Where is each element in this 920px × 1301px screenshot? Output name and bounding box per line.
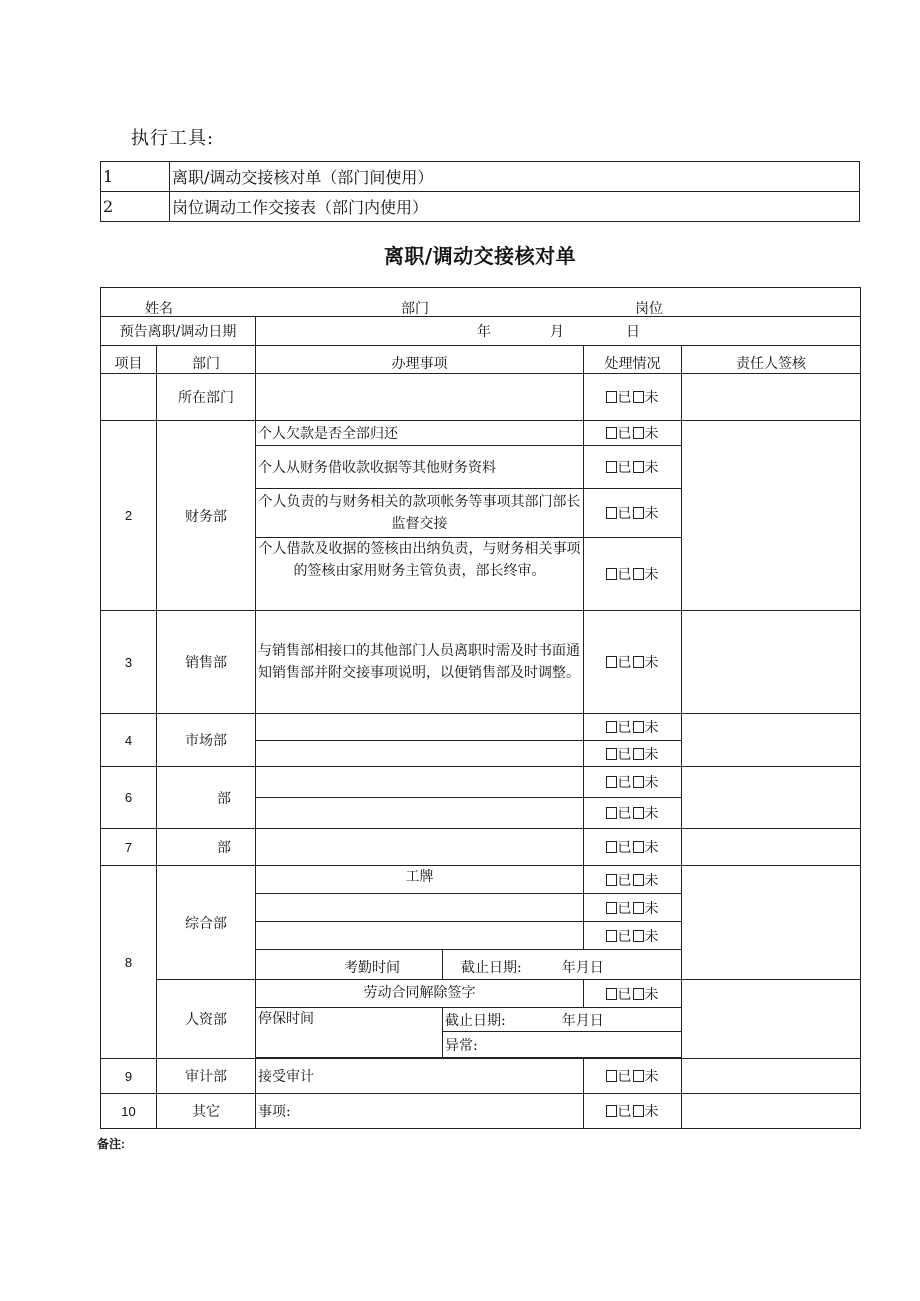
tool-number: 2 bbox=[101, 192, 170, 222]
checkbox-icon bbox=[633, 930, 644, 942]
dept-row6: 部 bbox=[157, 767, 256, 829]
dept-row7: 部 bbox=[157, 829, 256, 866]
sign-cell[interactable] bbox=[682, 1059, 861, 1094]
checkbox-icon bbox=[633, 721, 644, 733]
remarks-label: 备注: bbox=[97, 1137, 125, 1151]
checkbox-icon bbox=[606, 1105, 617, 1117]
checkbox-icon bbox=[606, 807, 617, 819]
matter-cell[interactable] bbox=[256, 829, 584, 866]
tool-row bbox=[101, 162, 860, 192]
checkbox-icon bbox=[633, 748, 644, 760]
handover-form-table bbox=[100, 287, 861, 1129]
checkbox-icon bbox=[606, 902, 617, 914]
contract-item: 劳动合同解除签字 bbox=[256, 980, 584, 1008]
post-label: 岗位 bbox=[635, 301, 663, 317]
badge-item: 工牌 bbox=[256, 866, 584, 894]
dept-finance: 财务部 bbox=[157, 421, 256, 611]
checkbox-icon bbox=[606, 507, 617, 519]
checkbox-icon bbox=[633, 427, 644, 439]
year-label: 年 bbox=[477, 324, 491, 340]
row-7 bbox=[101, 829, 861, 866]
insurance-deadline bbox=[443, 1008, 682, 1032]
sign-cell[interactable] bbox=[682, 767, 861, 829]
row-other bbox=[101, 1094, 861, 1129]
checkbox-icon bbox=[633, 507, 644, 519]
col-matter: 办理事项 bbox=[256, 346, 584, 374]
status-checkbox[interactable]: 已 未 bbox=[584, 1094, 682, 1129]
form-title: 离职/调动交接核对单 bbox=[383, 244, 577, 268]
checkbox-icon bbox=[606, 748, 617, 760]
dept-general: 综合部 bbox=[157, 866, 256, 980]
tool-name: 离职/调动交接核对单（部门间使用） bbox=[170, 162, 860, 192]
checkbox-icon bbox=[633, 391, 644, 403]
dept-other: 其它 bbox=[157, 1094, 256, 1129]
deadline-label: 截止日期: bbox=[461, 960, 522, 976]
tools-table bbox=[100, 161, 860, 222]
tool-name: 岗位调动工作交接表（部门内使用） bbox=[170, 192, 860, 222]
sign-cell[interactable] bbox=[682, 421, 861, 611]
other-item: 事项: bbox=[256, 1094, 584, 1129]
month-label: 月 bbox=[550, 324, 564, 340]
checkbox-icon bbox=[606, 721, 617, 733]
finance-item: 个人从财务借收款收据等其他财务资料 bbox=[256, 446, 584, 489]
status-checkbox[interactable]: 已 未 bbox=[584, 767, 682, 798]
header-row-date bbox=[101, 317, 861, 346]
col-dept: 部门 bbox=[157, 346, 256, 374]
checkbox-icon bbox=[633, 807, 644, 819]
dept-audit: 审计部 bbox=[157, 1059, 256, 1094]
checkbox-icon bbox=[606, 391, 617, 403]
sign-cell[interactable] bbox=[682, 611, 861, 714]
dept-own: 所在部门 bbox=[157, 374, 256, 421]
tools-heading: 执行工具: bbox=[131, 128, 215, 149]
dept-hr: 人资部 bbox=[157, 980, 256, 1059]
matter-cell[interactable] bbox=[256, 922, 584, 950]
sign-cell[interactable] bbox=[682, 980, 861, 1059]
deadline-label: 截止日期: bbox=[445, 1012, 506, 1029]
row-own-dept bbox=[101, 374, 861, 421]
deadline-ymd: 年月日 bbox=[561, 1012, 604, 1029]
row-general bbox=[101, 866, 861, 894]
checkbox-icon bbox=[606, 988, 617, 1000]
sign-cell[interactable] bbox=[682, 1094, 861, 1129]
column-header-row bbox=[101, 346, 861, 374]
abnormal-label: 异常: bbox=[443, 1032, 682, 1058]
tool-row bbox=[101, 192, 860, 222]
status-checkbox[interactable]: 已 未 bbox=[584, 866, 682, 894]
date-label: 预告离职/调动日期 bbox=[101, 317, 256, 346]
status-checkbox[interactable]: 已 未 bbox=[584, 922, 682, 950]
sign-cell[interactable] bbox=[682, 866, 861, 980]
finance-item: 个人负责的与财务相关的款项帐务等事项其部门部长监督交接 bbox=[256, 489, 584, 538]
tool-number: 1 bbox=[101, 162, 170, 192]
status-checkbox[interactable]: 已 未 bbox=[584, 421, 682, 446]
dept-market: 市场部 bbox=[157, 714, 256, 767]
checkbox-icon bbox=[606, 461, 617, 473]
header-row-identity bbox=[101, 288, 861, 317]
status-checkbox[interactable]: 已 未 bbox=[584, 538, 682, 611]
checkbox-icon bbox=[633, 656, 644, 668]
item-number: 6 bbox=[101, 767, 157, 829]
status-checkbox[interactable]: 已 未 bbox=[584, 714, 682, 741]
matter-cell[interactable] bbox=[256, 798, 584, 829]
checkbox-icon bbox=[606, 427, 617, 439]
checkbox-icon bbox=[606, 874, 617, 886]
attendance-label: 考勤时间 bbox=[256, 950, 443, 980]
status-checkbox[interactable]: 已 未 bbox=[584, 374, 682, 421]
checkbox-icon bbox=[606, 1070, 617, 1082]
item-number: 8 bbox=[101, 866, 157, 1059]
checkbox-icon bbox=[606, 776, 617, 788]
item-number: 4 bbox=[101, 714, 157, 767]
audit-item: 接受审计 bbox=[256, 1059, 584, 1094]
matter-cell[interactable] bbox=[256, 741, 584, 767]
row-6 bbox=[101, 767, 861, 798]
checkbox-icon bbox=[633, 874, 644, 886]
row-market bbox=[101, 714, 861, 741]
checkbox-icon bbox=[633, 1105, 644, 1117]
status-checkbox[interactable]: 已 未 bbox=[584, 489, 682, 538]
checkbox-icon bbox=[606, 568, 617, 580]
name-label: 姓名 bbox=[145, 301, 173, 317]
row-hr bbox=[101, 980, 861, 1008]
col-status: 处理情况 bbox=[584, 346, 682, 374]
sign-cell[interactable] bbox=[682, 829, 861, 866]
finance-item: 个人借款及收据的签核由出纳负责，与财务相关事项的签核由家用财务主管负责，部长终审。 bbox=[256, 538, 584, 611]
checkbox-icon bbox=[606, 930, 617, 942]
day-label: 日 bbox=[626, 324, 640, 340]
matter-cell[interactable] bbox=[256, 714, 584, 741]
row-audit bbox=[101, 1059, 861, 1094]
col-item: 项目 bbox=[101, 346, 157, 374]
checkbox-icon bbox=[633, 776, 644, 788]
checkbox-icon bbox=[633, 1070, 644, 1082]
item-number: 7 bbox=[101, 829, 157, 866]
finance-item: 个人欠款是否全部归还 bbox=[256, 421, 584, 446]
row-finance bbox=[101, 421, 861, 446]
checkbox-icon bbox=[633, 902, 644, 914]
dept-sales: 销售部 bbox=[157, 611, 256, 714]
status-checkbox[interactable]: 已 未 bbox=[584, 980, 682, 1008]
col-sign: 责任人签核 bbox=[682, 346, 861, 374]
item-number: 3 bbox=[101, 611, 157, 714]
sign-cell[interactable] bbox=[682, 714, 861, 767]
status-checkbox[interactable]: 已 未 bbox=[584, 446, 682, 489]
status-checkbox[interactable]: 已 未 bbox=[584, 894, 682, 922]
status-checkbox[interactable]: 已 未 bbox=[584, 798, 682, 829]
status-checkbox[interactable]: 已 未 bbox=[584, 829, 682, 866]
deadline-ymd: 年月日 bbox=[561, 960, 604, 976]
row-sales bbox=[101, 611, 861, 714]
checkbox-icon bbox=[606, 841, 617, 853]
status-checkbox[interactable]: 已 未 bbox=[584, 611, 682, 714]
checkbox-icon bbox=[606, 656, 617, 668]
sign-cell[interactable] bbox=[682, 374, 861, 421]
insurance-label: 停保时间 bbox=[256, 1008, 443, 1058]
item-number: 2 bbox=[101, 421, 157, 611]
sales-item: 与销售部相接口的其他部门人员离职时需及时书面通知销售部并附交接事项说明，以便销售部及时调整。 bbox=[256, 611, 584, 714]
matter-cell[interactable] bbox=[256, 894, 584, 922]
attendance-deadline bbox=[443, 950, 682, 980]
checkbox-icon bbox=[633, 988, 644, 1000]
checkbox-icon bbox=[633, 841, 644, 853]
matter-cell[interactable] bbox=[256, 767, 584, 798]
checkbox-icon bbox=[633, 568, 644, 580]
item-number: 9 bbox=[101, 1059, 157, 1094]
item-number: 10 bbox=[101, 1094, 157, 1129]
dept-label: 部门 bbox=[401, 301, 429, 317]
status-checkbox[interactable]: 已 未 bbox=[584, 1059, 682, 1094]
checkbox-icon bbox=[633, 461, 644, 473]
status-checkbox[interactable]: 已 未 bbox=[584, 741, 682, 767]
